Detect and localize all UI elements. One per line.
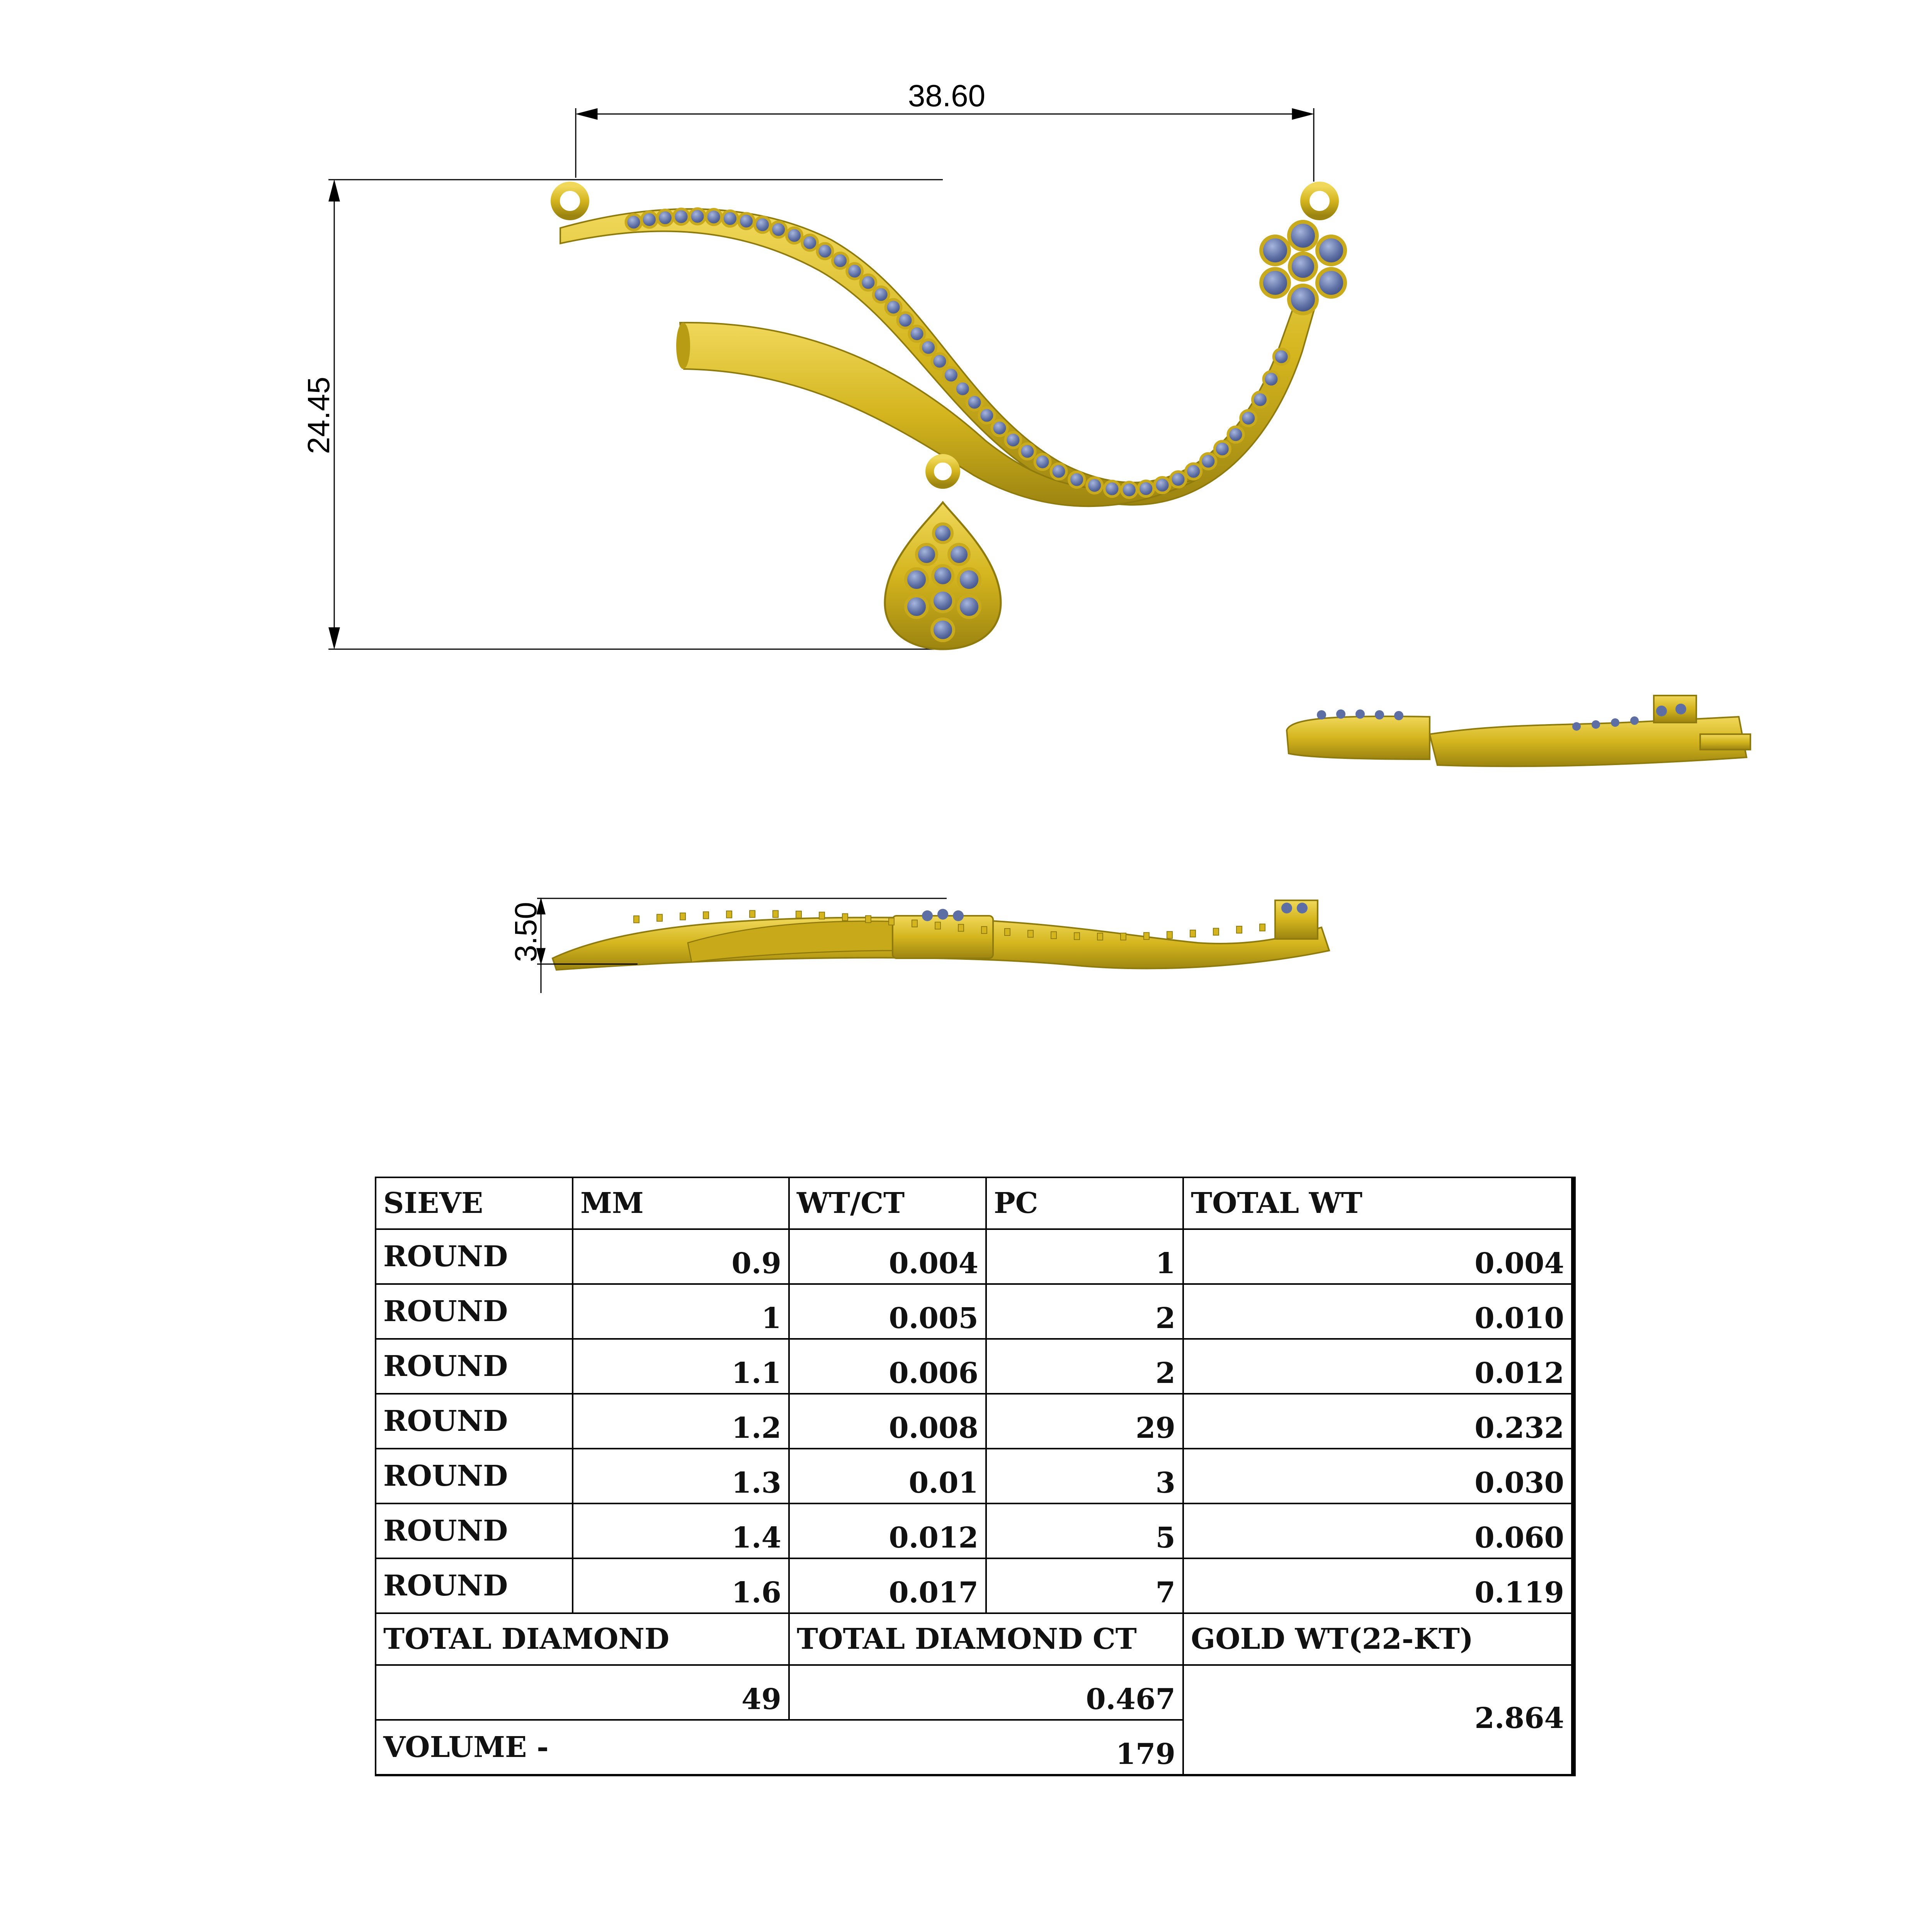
prong [819,912,825,919]
prong [1144,932,1149,939]
header-pc: PC [986,1177,1183,1229]
band-stone [979,408,995,423]
band-stone [932,354,947,369]
band-stone [722,211,738,226]
band-stone [886,299,901,315]
band-stone [1170,472,1186,487]
mm-cell: 1.2 [573,1394,789,1449]
summary-label-row [376,1613,1573,1665]
band-stone [802,235,818,250]
band-stone [861,275,876,290]
prong [866,916,871,923]
wt-cell: 0.004 [789,1229,986,1284]
header-wt-ct: WT/CT [789,1177,986,1229]
prong [1190,930,1196,937]
pc-cell: 2 [986,1284,1183,1339]
table-row [376,1339,1573,1394]
total-ct-label: TOTAL DIAMOND CT [789,1613,1183,1665]
wt-cell: 0.006 [789,1339,986,1394]
band-stone [1051,464,1066,479]
pendant-top-view [555,186,1345,649]
summary-value-row [376,1665,1573,1720]
band-stone [1252,392,1268,407]
band-stone [1035,454,1050,469]
prong [1213,928,1219,935]
band-stone [921,340,936,355]
band-stone [1005,432,1021,448]
sieve-cell: ROUND [376,1394,573,1449]
prong [1121,933,1126,940]
band-stone [641,212,657,227]
volume-label: VOLUME - [376,1720,789,1775]
band-stone [1228,427,1243,442]
header-mm: MM [573,1177,789,1229]
band-stone [1214,441,1230,457]
mm-cell: 1 [573,1284,789,1339]
table-header-row [376,1177,1573,1229]
band-stone [1069,472,1085,487]
band-stone [1020,444,1035,459]
table-row [376,1449,1573,1503]
band-stone [898,313,913,328]
prong [935,922,940,929]
thickness-dimension-label: 3.50 [509,902,543,962]
prong [889,918,894,925]
table-row [376,1558,1573,1613]
sieve-cell: ROUND [376,1339,573,1394]
total-ct-value: 0.467 [789,1665,1183,1720]
band-stone [817,243,833,259]
wt-cell: 0.012 [789,1503,986,1558]
height-dimension [328,180,943,649]
prong [958,924,964,931]
prong [1236,926,1242,933]
prong [912,920,917,927]
band-stone [833,253,848,269]
band-stone [755,217,770,233]
flower-cluster [1261,222,1345,313]
band-stone [992,420,1007,436]
total-diamond-value: 49 [376,1665,789,1720]
mm-cell: 1.4 [573,1503,789,1558]
prong [634,916,639,923]
prong [796,911,801,918]
table-row [376,1229,1573,1284]
band-stone [690,209,705,224]
band-stone [771,222,786,237]
band-stone [967,395,982,410]
table-row [376,1394,1573,1449]
band-stone [943,367,959,383]
pc-cell: 7 [986,1558,1183,1613]
gold-wt-value: 2.864 [1183,1665,1573,1775]
sieve-cell: ROUND [376,1503,573,1558]
mm-cell: 1.1 [573,1339,789,1394]
band-stone [847,264,862,279]
band-stone [1201,454,1216,469]
pc-cell: 29 [986,1394,1183,1449]
prong [657,914,662,921]
table-row [376,1284,1573,1339]
total-diamond-label: TOTAL DIAMOND [376,1613,789,1665]
prong [750,910,755,917]
pc-cell: 3 [986,1449,1183,1503]
total-cell: 0.030 [1183,1449,1573,1503]
pc-cell: 5 [986,1503,1183,1558]
band-stone [909,326,925,342]
gold-wt-label: GOLD WT(22-KT) [1183,1613,1573,1665]
total-cell: 0.060 [1183,1503,1573,1558]
prong [1260,924,1265,931]
band-stone [955,381,970,396]
band-stone [787,228,802,243]
mm-cell: 1.6 [573,1558,789,1613]
prong [1074,933,1080,940]
band-stone [873,287,889,302]
sieve-cell: ROUND [376,1229,573,1284]
prong [773,910,778,917]
band-stone [1186,464,1201,479]
wt-cell: 0.01 [789,1449,986,1503]
pc-cell: 1 [986,1229,1183,1284]
band-stone [706,209,721,225]
mm-cell: 1.3 [573,1449,789,1503]
band-stone [1241,410,1256,426]
band-stone [1264,371,1279,387]
prong [842,914,848,921]
right-loop [1305,186,1334,216]
prong [703,912,709,919]
total-cell: 0.232 [1183,1394,1573,1449]
wt-cell: 0.005 [789,1284,986,1339]
sieve-cell: ROUND [376,1558,573,1613]
total-cell: 0.012 [1183,1339,1573,1394]
pendant-front-view [553,900,1329,970]
prong [680,913,685,920]
width-dimension [576,108,1314,182]
header-total-wt: TOTAL WT [1183,1177,1573,1229]
wt-cell: 0.008 [789,1394,986,1449]
wt-cell: 0.017 [789,1558,986,1613]
drop-bail [930,458,956,485]
prong [1051,932,1056,939]
total-cell: 0.119 [1183,1558,1573,1613]
diamond-spec-table [375,1177,1576,1776]
volume-value: 179 [789,1720,1183,1775]
band-stone [657,210,673,226]
total-cell: 0.004 [1183,1229,1573,1284]
pendant-side-view [1287,696,1750,766]
width-dimension-label: 38.60 [908,78,986,113]
band-stone [626,214,641,230]
band-stone [738,213,754,229]
mm-cell: 0.9 [573,1229,789,1284]
prong [726,911,732,918]
band-stone [1087,478,1102,493]
prong [1005,929,1010,935]
band-stone [1155,478,1170,493]
prong [1167,932,1172,939]
left-loop [555,186,585,216]
prong [1097,933,1103,940]
height-dimension-label: 24.45 [301,376,336,454]
prong [1028,930,1033,937]
band-stone [1104,481,1120,497]
table-row [376,1503,1573,1558]
band-stone [1121,482,1137,498]
sieve-cell: ROUND [376,1449,573,1503]
band-stone [673,209,689,224]
prong [981,927,987,934]
total-cell: 0.010 [1183,1284,1573,1339]
sieve-cell: ROUND [376,1284,573,1339]
pc-cell: 2 [986,1339,1183,1394]
band-stone [1274,349,1289,364]
band-stone [1138,481,1154,497]
header-sieve: SIEVE [376,1177,573,1229]
